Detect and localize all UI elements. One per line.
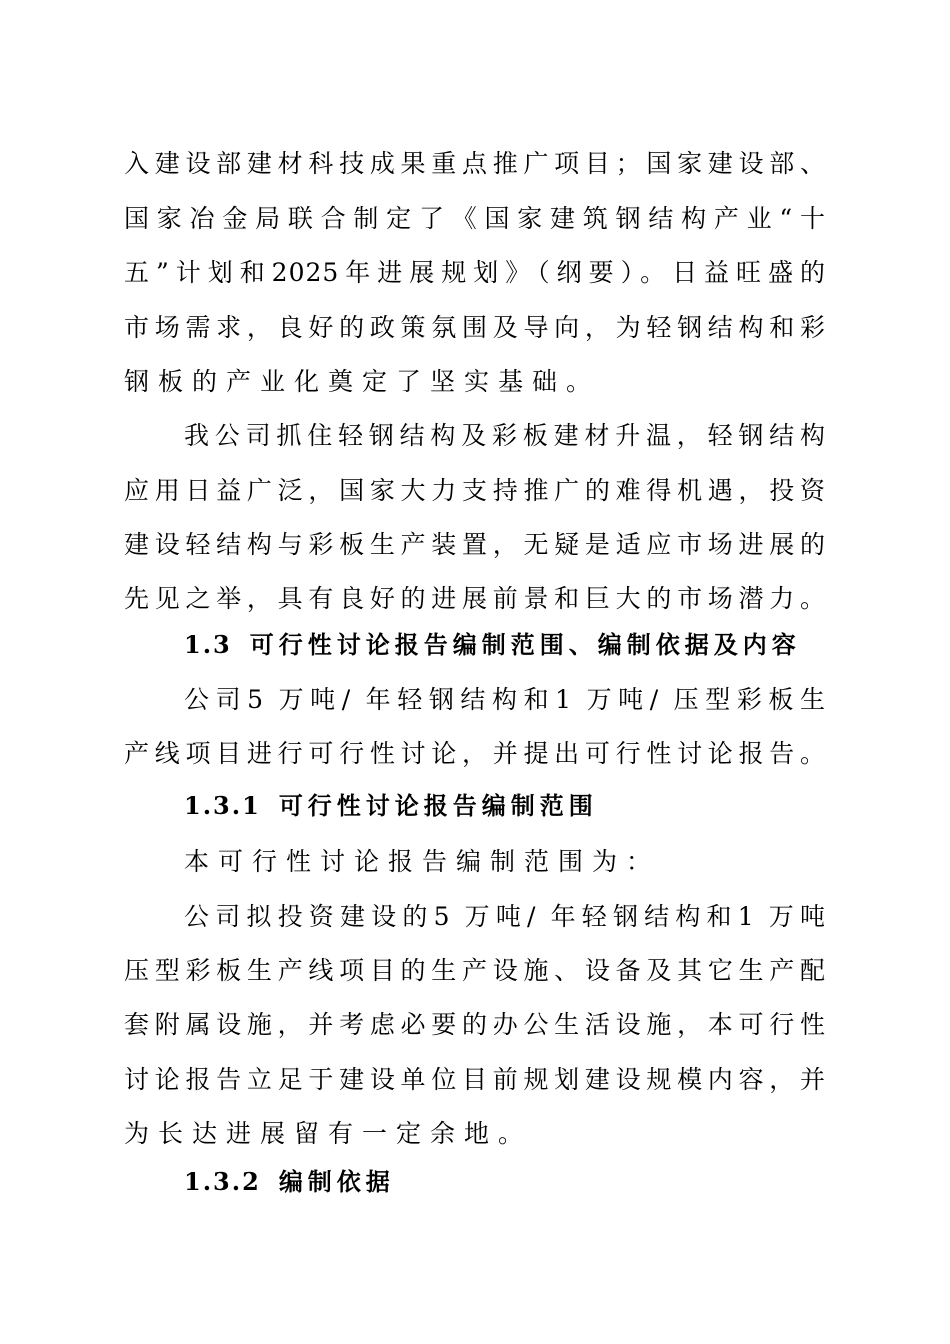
section-title: 可行性讨论报告编制范围	[278, 791, 598, 820]
section-title: 可行性讨论报告编制范围、编制依据及内容	[249, 630, 801, 659]
paragraph-4-line-1: 本可行性讨论报告编制范围为：	[184, 847, 661, 876]
section-number: 1.3.2	[184, 1167, 261, 1196]
section-number: 1.3.1	[184, 791, 261, 820]
paragraph-1-line-4: 市场需求，良好的政策氛围及导向，为轻钢结构和彩	[124, 313, 826, 342]
section-heading-1-3	[184, 628, 801, 662]
section-number: 1.3	[184, 630, 232, 659]
paragraph-5-line-3: 套附属设施，并考虑必要的办公生活设施，本可行性	[124, 1010, 826, 1039]
section-title: 编制依据	[278, 1167, 395, 1196]
paragraph-1-line-1: 入建设部建材科技成果重点推广项目；国家建设部、	[124, 149, 826, 178]
paragraph-3-line-2: 产线项目进行可行性讨论，并提出可行性讨论报告。	[124, 739, 826, 768]
paragraph-2-line-3: 建设轻结构与彩板生产装置，无疑是适应市场进展的	[124, 530, 826, 559]
paragraph-2-line-4: 先见之举，具有良好的进展前景和巨大的市场潜力。	[124, 584, 826, 613]
paragraph-5-line-1: 公司拟投资建设的5 万吨/ 年轻钢结构和1 万吨	[184, 902, 826, 931]
paragraph-5-line-4: 讨论报告立足于建设单位目前规划建设规模内容，并	[124, 1065, 826, 1094]
paragraph-3-line-1: 公司5 万吨/ 年轻钢结构和1 万吨/ 压型彩板生	[184, 685, 826, 714]
paragraph-1-line-5: 钢板的产业化奠定了坚实基础。	[124, 367, 601, 396]
paragraph-1-line-3: 五”计划和2025年进展规划》（纲要）。日益旺盛的	[124, 258, 826, 287]
paragraph-1-line-2: 国家冶金局联合制定了《国家建筑钢结构产业“十	[124, 204, 826, 233]
section-heading-1-3-2	[184, 1165, 395, 1199]
section-heading-1-3-1	[184, 789, 598, 823]
paragraph-2-line-1: 我公司抓住轻钢结构及彩板建材升温，轻钢结构	[184, 421, 826, 450]
paragraph-5-line-5: 为长达进展留有一定余地。	[124, 1119, 533, 1148]
paragraph-5-line-2: 压型彩板生产线项目的生产设施、设备及其它生产配	[124, 956, 826, 985]
paragraph-2-line-2: 应用日益广泛，国家大力支持推广的难得机遇，投资	[124, 476, 826, 505]
